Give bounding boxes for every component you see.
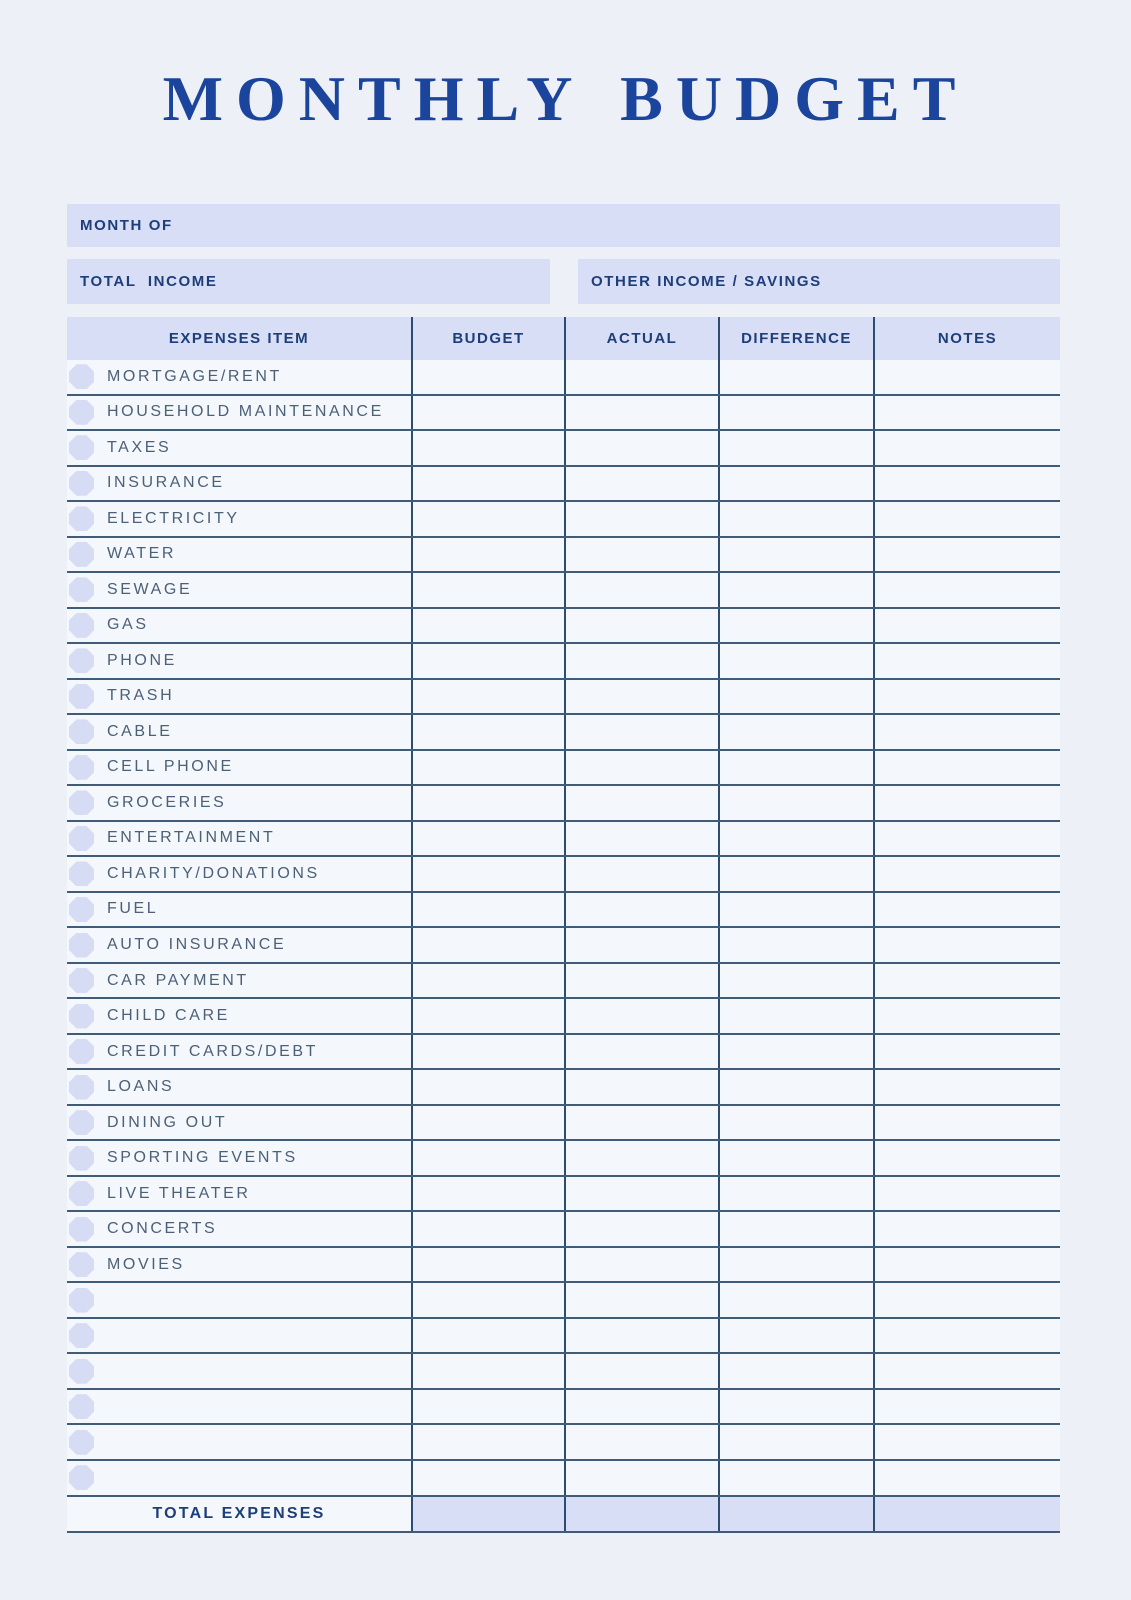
expense-item-label: MOVIES xyxy=(107,1255,185,1273)
difference-cell[interactable] xyxy=(718,1390,873,1424)
octagon-bullet-icon xyxy=(69,1394,94,1419)
budget-cell[interactable] xyxy=(411,1283,564,1317)
notes-cell[interactable] xyxy=(873,502,1060,536)
budget-cell[interactable] xyxy=(411,680,564,714)
expense-item-label: HOUSEHOLD MAINTENANCE xyxy=(107,403,384,421)
notes-cell[interactable] xyxy=(873,1141,1060,1175)
expense-item-label: INSURANCE xyxy=(107,474,225,492)
notes-cell[interactable] xyxy=(873,431,1060,465)
actual-cell[interactable] xyxy=(564,786,718,820)
notes-cell[interactable] xyxy=(873,1035,1060,1069)
octagon-bullet-icon xyxy=(69,1004,94,1029)
notes-cell[interactable] xyxy=(873,609,1060,643)
notes-cell[interactable] xyxy=(873,1461,1060,1495)
month-of-label: MONTH OF xyxy=(80,217,173,234)
notes-cell[interactable] xyxy=(873,893,1060,927)
octagon-bullet-icon xyxy=(69,1252,94,1277)
expense-row xyxy=(67,751,1060,787)
expense-row xyxy=(67,715,1060,751)
octagon-bullet-icon xyxy=(69,684,94,709)
notes-cell[interactable] xyxy=(873,1212,1060,1246)
expense-row xyxy=(67,467,1060,503)
notes-cell[interactable] xyxy=(873,751,1060,785)
notes-cell[interactable] xyxy=(873,999,1060,1033)
expense-row xyxy=(67,1212,1060,1248)
actual-cell[interactable] xyxy=(564,1425,718,1459)
budget-cell[interactable] xyxy=(411,467,564,501)
actual-cell[interactable] xyxy=(564,1354,718,1388)
notes-cell[interactable] xyxy=(873,786,1060,820)
difference-cell[interactable] xyxy=(718,1425,873,1459)
difference-cell[interactable] xyxy=(718,680,873,714)
budget-cell[interactable] xyxy=(411,751,564,785)
notes-cell[interactable] xyxy=(873,680,1060,714)
expense-item-label: TAXES xyxy=(107,438,172,456)
expense-item-cell[interactable] xyxy=(67,715,411,749)
table-body xyxy=(67,360,1060,1497)
expense-item-cell[interactable] xyxy=(67,786,411,820)
actual-cell[interactable] xyxy=(564,1177,718,1211)
budget-cell[interactable] xyxy=(411,1212,564,1246)
notes-cell[interactable] xyxy=(873,1390,1060,1424)
expense-item-label: LOANS xyxy=(107,1078,175,1096)
total-income-field[interactable] xyxy=(67,259,550,304)
notes-cell[interactable] xyxy=(873,964,1060,998)
column-header-expenses-item: EXPENSES ITEM xyxy=(168,330,310,347)
notes-cell[interactable] xyxy=(873,396,1060,430)
difference-cell[interactable] xyxy=(718,999,873,1033)
actual-cell[interactable] xyxy=(564,822,718,856)
notes-cell[interactable] xyxy=(873,857,1060,891)
other-income-savings-label: OTHER INCOME / SAVINGS xyxy=(591,273,822,290)
total-notes-cell[interactable] xyxy=(873,1497,1060,1531)
actual-cell[interactable] xyxy=(564,467,718,501)
difference-cell[interactable] xyxy=(718,502,873,536)
expense-item-cell[interactable] xyxy=(67,644,411,678)
budget-cell[interactable] xyxy=(411,964,564,998)
difference-cell[interactable] xyxy=(718,1106,873,1140)
total-difference-cell[interactable] xyxy=(718,1497,873,1531)
difference-cell[interactable] xyxy=(718,1070,873,1104)
expense-item-label: CHARITY/DONATIONS xyxy=(107,864,320,882)
difference-cell[interactable] xyxy=(718,538,873,572)
notes-cell[interactable] xyxy=(873,1354,1060,1388)
expense-row xyxy=(67,964,1060,1000)
difference-cell[interactable] xyxy=(718,1035,873,1069)
actual-cell[interactable] xyxy=(564,1319,718,1353)
actual-cell[interactable] xyxy=(564,573,718,607)
expense-item-cell[interactable] xyxy=(67,1141,411,1175)
expense-item-cell[interactable] xyxy=(67,928,411,962)
budget-cell[interactable] xyxy=(411,538,564,572)
notes-cell[interactable] xyxy=(873,467,1060,501)
actual-cell[interactable] xyxy=(564,609,718,643)
budget-cell[interactable] xyxy=(411,1425,564,1459)
total-budget-cell[interactable] xyxy=(411,1497,564,1531)
actual-cell[interactable] xyxy=(564,1035,718,1069)
difference-cell[interactable] xyxy=(718,1177,873,1211)
expense-item-cell[interactable] xyxy=(67,609,411,643)
budget-cell[interactable] xyxy=(411,1106,564,1140)
difference-cell[interactable] xyxy=(718,644,873,678)
other-income-savings-field[interactable] xyxy=(578,259,1060,304)
expense-row xyxy=(67,1425,1060,1461)
budget-cell[interactable] xyxy=(411,1141,564,1175)
octagon-bullet-icon xyxy=(69,506,94,531)
actual-cell[interactable] xyxy=(564,999,718,1033)
expense-item-cell[interactable] xyxy=(67,893,411,927)
expense-item-cell[interactable] xyxy=(67,1177,411,1211)
difference-cell[interactable] xyxy=(718,360,873,394)
expense-item-label: DINING OUT xyxy=(107,1113,228,1131)
actual-cell[interactable] xyxy=(564,857,718,891)
expense-row xyxy=(67,928,1060,964)
expense-item-label: PHONE xyxy=(107,651,177,669)
column-header-notes: NOTES xyxy=(873,317,1060,360)
difference-cell[interactable] xyxy=(718,928,873,962)
octagon-bullet-icon xyxy=(69,1075,94,1100)
octagon-bullet-icon xyxy=(69,755,94,780)
actual-cell[interactable] xyxy=(564,396,718,430)
expense-item-cell[interactable] xyxy=(67,857,411,891)
budget-cell[interactable] xyxy=(411,1035,564,1069)
budget-cell[interactable] xyxy=(411,1354,564,1388)
expense-item-label: ENTERTAINMENT xyxy=(107,829,276,847)
difference-cell[interactable] xyxy=(718,893,873,927)
expense-item-cell[interactable] xyxy=(67,573,411,607)
expense-row xyxy=(67,1070,1060,1106)
budget-cell[interactable] xyxy=(411,502,564,536)
difference-cell[interactable] xyxy=(718,1354,873,1388)
expense-item-cell[interactable] xyxy=(67,1319,411,1353)
month-of-field[interactable] xyxy=(67,204,1060,247)
actual-cell[interactable] xyxy=(564,1070,718,1104)
difference-cell[interactable] xyxy=(718,822,873,856)
actual-cell[interactable] xyxy=(564,1106,718,1140)
expense-item-cell[interactable] xyxy=(67,360,411,394)
page-title: MONTHLY BUDGET xyxy=(162,63,969,134)
budget-cell[interactable] xyxy=(411,857,564,891)
expense-item-cell[interactable] xyxy=(67,502,411,536)
octagon-bullet-icon xyxy=(69,790,94,815)
expense-item-cell[interactable] xyxy=(67,751,411,785)
octagon-bullet-icon xyxy=(69,861,94,886)
notes-cell[interactable] xyxy=(873,1425,1060,1459)
expense-row xyxy=(67,1141,1060,1177)
octagon-bullet-icon xyxy=(69,1217,94,1242)
expense-row xyxy=(67,1354,1060,1390)
table-header xyxy=(67,317,1060,360)
budget-cell[interactable] xyxy=(411,999,564,1033)
expense-row xyxy=(67,1283,1060,1319)
expense-item-label: TRASH xyxy=(107,687,175,705)
expense-row xyxy=(67,538,1060,574)
total-actual-cell[interactable] xyxy=(564,1497,718,1531)
expense-row xyxy=(67,1248,1060,1284)
actual-cell[interactable] xyxy=(564,644,718,678)
expense-row xyxy=(67,1106,1060,1142)
total-income-label: TOTAL INCOME xyxy=(80,273,218,290)
expense-row xyxy=(67,857,1060,893)
difference-cell[interactable] xyxy=(718,964,873,998)
notes-cell[interactable] xyxy=(873,360,1060,394)
expense-item-label: WATER xyxy=(107,545,176,563)
expense-item-cell[interactable] xyxy=(67,1035,411,1069)
expense-item-cell[interactable] xyxy=(67,1070,411,1104)
expense-row xyxy=(67,786,1060,822)
actual-cell[interactable] xyxy=(564,1141,718,1175)
notes-cell[interactable] xyxy=(873,715,1060,749)
expenses-table xyxy=(67,317,1060,1533)
budget-cell[interactable] xyxy=(411,786,564,820)
expense-item-label: SEWAGE xyxy=(107,580,193,598)
actual-cell[interactable] xyxy=(564,1283,718,1317)
octagon-bullet-icon xyxy=(69,648,94,673)
expense-row xyxy=(67,360,1060,396)
expense-row xyxy=(67,822,1060,858)
octagon-bullet-icon xyxy=(69,968,94,993)
expense-item-cell[interactable] xyxy=(67,467,411,501)
expense-item-cell[interactable] xyxy=(67,999,411,1033)
octagon-bullet-icon xyxy=(69,577,94,602)
budget-cell[interactable] xyxy=(411,928,564,962)
budget-cell[interactable] xyxy=(411,1177,564,1211)
expense-row xyxy=(67,609,1060,645)
difference-cell[interactable] xyxy=(718,751,873,785)
budget-cell[interactable] xyxy=(411,609,564,643)
actual-cell[interactable] xyxy=(564,751,718,785)
budget-cell[interactable] xyxy=(411,644,564,678)
actual-cell[interactable] xyxy=(564,1212,718,1246)
octagon-bullet-icon xyxy=(69,1359,94,1384)
budget-cell[interactable] xyxy=(411,1319,564,1353)
notes-cell[interactable] xyxy=(873,573,1060,607)
budget-cell[interactable] xyxy=(411,431,564,465)
expense-item-cell[interactable] xyxy=(67,1283,411,1317)
expense-row xyxy=(67,680,1060,716)
expense-item-label: FUEL xyxy=(107,900,159,918)
budget-cell[interactable] xyxy=(411,396,564,430)
difference-cell[interactable] xyxy=(718,1461,873,1495)
actual-cell[interactable] xyxy=(564,715,718,749)
difference-cell[interactable] xyxy=(718,1248,873,1282)
expense-row xyxy=(67,999,1060,1035)
actual-cell[interactable] xyxy=(564,360,718,394)
difference-cell[interactable] xyxy=(718,786,873,820)
expense-item-label: CHILD CARE xyxy=(107,1007,230,1025)
total-expenses-label: TOTAL EXPENSES xyxy=(152,1504,326,1522)
expense-row xyxy=(67,573,1060,609)
octagon-bullet-icon xyxy=(69,1465,94,1490)
expense-row xyxy=(67,1177,1060,1213)
expense-item-cell[interactable] xyxy=(67,396,411,430)
octagon-bullet-icon xyxy=(69,1288,94,1313)
budget-cell[interactable] xyxy=(411,1461,564,1495)
notes-cell[interactable] xyxy=(873,1319,1060,1353)
expense-row xyxy=(67,1035,1060,1071)
notes-cell[interactable] xyxy=(873,1177,1060,1211)
expense-item-label: CAR PAYMENT xyxy=(107,971,249,989)
expense-item-label: CABLE xyxy=(107,722,173,740)
actual-cell[interactable] xyxy=(564,1461,718,1495)
expense-item-label: LIVE THEATER xyxy=(107,1184,251,1202)
expense-item-cell[interactable] xyxy=(67,431,411,465)
difference-cell[interactable] xyxy=(718,1283,873,1317)
actual-cell[interactable] xyxy=(564,964,718,998)
expense-item-label: CONCERTS xyxy=(107,1220,218,1238)
octagon-bullet-icon xyxy=(69,542,94,567)
expense-row xyxy=(67,893,1060,929)
column-header-actual: ACTUAL xyxy=(564,317,718,360)
actual-cell[interactable] xyxy=(564,538,718,572)
expense-row xyxy=(67,431,1060,467)
expense-item-label: AUTO INSURANCE xyxy=(107,936,287,953)
budget-cell[interactable] xyxy=(411,360,564,394)
expense-item-label: SPORTING EVENTS xyxy=(107,1149,298,1167)
column-header-difference: DIFFERENCE xyxy=(718,317,873,360)
octagon-bullet-icon xyxy=(69,826,94,851)
octagon-bullet-icon xyxy=(69,1430,94,1455)
expense-item-label: ELECTRICITY xyxy=(107,509,240,527)
actual-cell[interactable] xyxy=(564,680,718,714)
notes-cell[interactable] xyxy=(873,644,1060,678)
actual-cell[interactable] xyxy=(564,928,718,962)
expense-item-cell[interactable] xyxy=(67,1106,411,1140)
expense-row xyxy=(67,1461,1060,1497)
difference-cell[interactable] xyxy=(718,1319,873,1353)
expense-row xyxy=(67,1390,1060,1426)
budget-cell[interactable] xyxy=(411,573,564,607)
expense-item-cell[interactable] xyxy=(67,964,411,998)
difference-cell[interactable] xyxy=(718,857,873,891)
octagon-bullet-icon xyxy=(69,1039,94,1064)
octagon-bullet-icon xyxy=(69,1181,94,1206)
notes-cell[interactable] xyxy=(873,1283,1060,1317)
total-expenses-row xyxy=(67,1497,1060,1533)
expense-row xyxy=(67,644,1060,680)
notes-cell[interactable] xyxy=(873,1248,1060,1282)
expense-item-cell[interactable] xyxy=(67,1248,411,1282)
actual-cell[interactable] xyxy=(564,1390,718,1424)
octagon-bullet-icon xyxy=(69,364,94,389)
expense-item-cell[interactable] xyxy=(67,538,411,572)
octagon-bullet-icon xyxy=(69,435,94,460)
octagon-bullet-icon xyxy=(69,719,94,744)
octagon-bullet-icon xyxy=(69,1323,94,1348)
difference-cell[interactable] xyxy=(718,467,873,501)
octagon-bullet-icon xyxy=(69,400,94,425)
expense-row xyxy=(67,396,1060,432)
budget-cell[interactable] xyxy=(411,822,564,856)
notes-cell[interactable] xyxy=(873,1106,1060,1140)
budget-cell[interactable] xyxy=(411,715,564,749)
expense-item-label: MORTGAGE/RENT xyxy=(107,367,282,385)
actual-cell[interactable] xyxy=(564,502,718,536)
difference-cell[interactable] xyxy=(718,573,873,607)
octagon-bullet-icon xyxy=(69,1146,94,1171)
octagon-bullet-icon xyxy=(69,933,94,958)
actual-cell[interactable] xyxy=(564,893,718,927)
expense-item-label: CREDIT CARDS/DEBT xyxy=(107,1042,319,1060)
difference-cell[interactable] xyxy=(718,1212,873,1246)
expense-row xyxy=(67,502,1060,538)
column-header-budget: BUDGET xyxy=(411,317,564,360)
expense-item-cell[interactable] xyxy=(67,1212,411,1246)
budget-cell[interactable] xyxy=(411,1390,564,1424)
octagon-bullet-icon xyxy=(69,471,94,496)
expense-item-cell[interactable] xyxy=(67,1461,411,1495)
difference-cell[interactable] xyxy=(718,1141,873,1175)
expense-item-cell[interactable] xyxy=(67,680,411,714)
expense-item-label: CELL PHONE xyxy=(107,758,234,776)
actual-cell[interactable] xyxy=(564,1248,718,1282)
octagon-bullet-icon xyxy=(69,1110,94,1135)
budget-cell[interactable] xyxy=(411,1248,564,1282)
expense-item-label: GAS xyxy=(107,616,149,634)
octagon-bullet-icon xyxy=(69,897,94,922)
budget-cell[interactable] xyxy=(411,893,564,927)
notes-cell[interactable] xyxy=(873,538,1060,572)
notes-cell[interactable] xyxy=(873,928,1060,962)
expense-item-cell[interactable] xyxy=(67,1390,411,1424)
expense-row xyxy=(67,1319,1060,1355)
expense-item-cell[interactable] xyxy=(67,822,411,856)
expense-item-cell[interactable] xyxy=(67,1354,411,1388)
difference-cell[interactable] xyxy=(718,431,873,465)
notes-cell[interactable] xyxy=(873,1070,1060,1104)
budget-cell[interactable] xyxy=(411,1070,564,1104)
actual-cell[interactable] xyxy=(564,431,718,465)
octagon-bullet-icon xyxy=(69,613,94,638)
difference-cell[interactable] xyxy=(718,609,873,643)
difference-cell[interactable] xyxy=(718,396,873,430)
difference-cell[interactable] xyxy=(718,715,873,749)
expense-item-label: GROCERIES xyxy=(107,793,227,811)
expense-item-cell[interactable] xyxy=(67,1425,411,1459)
notes-cell[interactable] xyxy=(873,822,1060,856)
